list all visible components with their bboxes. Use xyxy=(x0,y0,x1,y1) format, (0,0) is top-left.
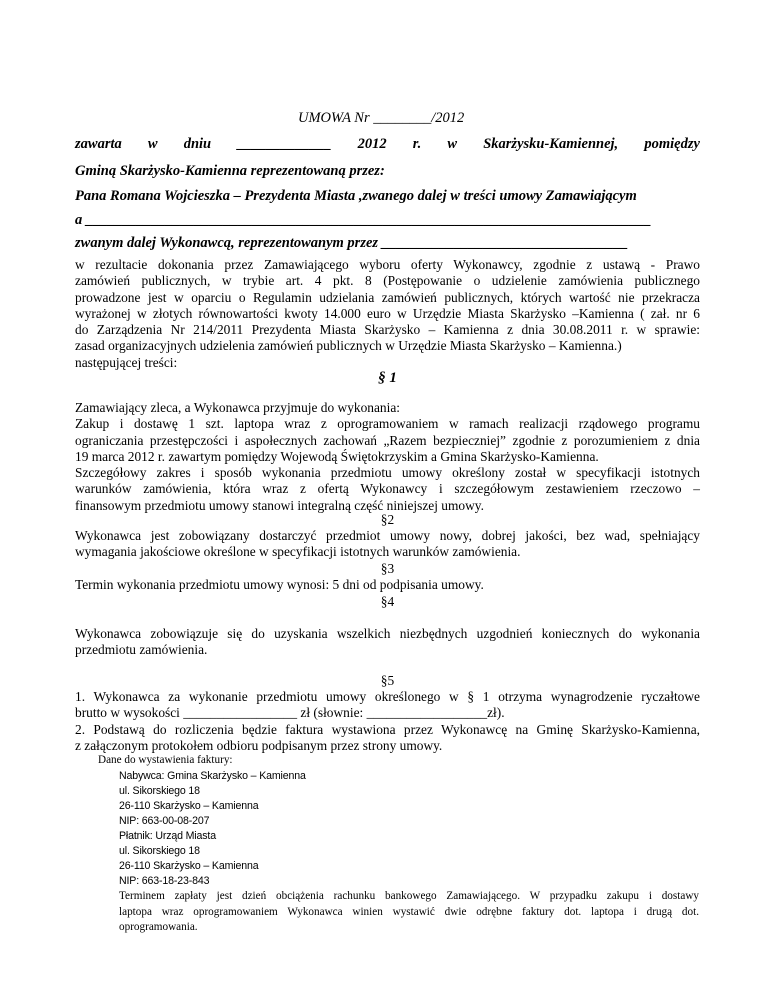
invoice-line: NIP: 663-18-23-843 xyxy=(119,875,210,887)
text-line: z załączonym protokołem odbioru podpisanym przez strony umowy. xyxy=(75,737,443,753)
text-line: Termin wykonania przedmiotu umowy wynosi: 5 dni od podpisania umowy. xyxy=(75,577,484,592)
intro-word: zawarta xyxy=(75,136,122,152)
text-line: 1. Wykonawca za wykonanie przedmiotu umowy określonego w § 1 otrzyma wynagrodzenie ryczałtowe xyxy=(75,689,700,704)
intro-word: pomiędzy xyxy=(644,136,700,152)
text-line: Zakup i dostawę 1 szt. laptopa wraz z oprogramowaniem w ramach realizacji rządowego programu xyxy=(75,416,700,432)
text-line: Wykonawca zobowiązuje się do uzyskania wszelkich niezbędnych uzgodnień koniecznych do wykonania xyxy=(75,626,700,641)
invoice-line: Nabywca: Gmina Skarżysko – Kamienna xyxy=(119,770,306,782)
text-line: Wykonawca jest zobowiązany dostarczyć przedmiot umowy nowy, dobrej jakości, bez wad, spełniający xyxy=(75,528,700,543)
section-4-body xyxy=(75,626,700,659)
contract-title: UMOWA Nr ________/2012 xyxy=(298,110,465,126)
section-5-heading: §5 xyxy=(380,673,395,688)
text-line: wyrażonej w złotych równowartości kwoty 14.000 euro w Urzędzie Miasta Skarżysko –Kamienna ( zał. nr 6 xyxy=(75,305,700,321)
section-1-body xyxy=(75,400,700,514)
intro-row xyxy=(75,136,700,153)
invoice-details xyxy=(119,769,306,889)
invoice-line: Płatnik: Urząd Miasta xyxy=(119,830,216,842)
intro-word: Skarżysku-Kamiennej, xyxy=(483,136,619,152)
party-line: zwanym dalej Wykonawcą, reprezentowanym przez __________________________________ xyxy=(75,235,629,251)
section-3-body xyxy=(75,577,700,593)
party-line: a ______________________________________________________________________________ xyxy=(75,212,652,228)
invoice-line: ul. Sikorskiego 18 xyxy=(119,845,200,857)
text-line: 2. Podstawą do rozliczenia będzie faktura wystawiona przez Wykonawcę na Gminę Skarżysko-Kamienna, xyxy=(75,721,700,737)
section-2-heading: §2 xyxy=(380,512,395,527)
text-line: w rezultacie dokonania przez Zamawiającego wyboru oferty Wykonawcy, zgodnie z ustawą - Prawo xyxy=(75,257,700,272)
section-1-heading: § 1 xyxy=(378,370,397,386)
payment-terms xyxy=(119,889,699,936)
section-2-body xyxy=(75,528,700,561)
text-line: brutto w wysokości _________________ zł (słownie: __________________zł). xyxy=(75,705,505,721)
section-4-heading: §4 xyxy=(380,594,395,609)
invoice-line: NIP: 663-00-08-207 xyxy=(119,815,210,827)
text-line: warunków zamówienia, która wraz z ofertą Wykonawcy i szczegółowym zestawieniem rzeczowo – xyxy=(75,481,700,497)
text-line: 19 marca 2012 r. zawartym pomiędzy Wojewodą Świętokrzyskim a Gmina Skarżysko-Kamienna. xyxy=(75,448,599,464)
text-line: Terminem zapłaty jest dzień obciążenia rachunku bankowego Zamawiającego. W przypadku zakupu i dostawy xyxy=(119,890,699,902)
text-line: finansowym przedmiotu umowy stanowi integralną część niniejszej umowy. xyxy=(75,497,484,513)
text-line: zamówień publicznych, w trybie art. 4 pkt. 8 (Postępowanie o udzielenie zamówienia publicznego xyxy=(75,273,700,289)
invoice-line: 26-110 Skarżysko – Kamienna xyxy=(119,860,259,872)
intro-word: dniu xyxy=(183,136,212,152)
text-line: przedmiotu zamówienia. xyxy=(75,642,208,658)
text-line: laptopa wraz oprogramowaniem Wykonawca winien wystawić dwie odrębne faktury dot. laptopa i drugą dot. xyxy=(119,905,699,918)
text-line: wymagania jakościowe określone w specyfikacji istotnych warunków zamówienia. xyxy=(75,544,521,560)
intro-word: r. xyxy=(412,136,422,152)
invoice-header: Dane do wystawienia faktury: xyxy=(98,754,233,766)
text-line: prowadzone jest w oparciu o Regulamin udzielania zamówień publicznych, których wartość nie przekracza xyxy=(75,289,700,305)
text-line: Szczegółowy zakres i sposób wykonania przedmiotu umowy określony został w specyfikacji istotnych xyxy=(75,465,700,481)
intro-word: 2012 xyxy=(357,136,387,152)
section-5-body xyxy=(75,689,700,754)
invoice-line: ul. Sikorskiego 18 xyxy=(119,785,200,797)
text-line: następującej treści: xyxy=(75,354,178,370)
text-line: oprogramowania. xyxy=(119,921,198,933)
text-line: ograniczania przestępczości i aspołecznych zachowań „Razem bezpieczniej” zgodnie z porozumieniem z dnia xyxy=(75,432,700,448)
text-line: Zamawiający zleca, a Wykonawca przyjmuje do wykonania: xyxy=(75,400,401,415)
party-line: Gminą Skarżysko-Kamienna reprezentowaną przez: xyxy=(75,163,385,179)
date-blank: _____________ xyxy=(237,136,332,152)
text-line: zasad organizacyjnych udzielenia zamówień publicznych w Urzędzie Miasta Skarżysko – Kamienna.) xyxy=(75,338,622,354)
intro-word: w xyxy=(447,136,458,152)
text-line: do Zarządzenia Nr 214/2011 Prezydenta Miasta Skarżysko – Kamienna z dnia 30.08.2011 r. w sprawie: xyxy=(75,322,700,338)
intro-word: w xyxy=(147,136,158,152)
party-line: Pana Romana Wojcieszka – Prezydenta Miasta ,zwanego dalej w treści umowy Zamawiającym xyxy=(75,188,637,204)
preamble xyxy=(75,257,700,371)
section-3-heading: §3 xyxy=(380,561,395,576)
invoice-line: 26-110 Skarżysko – Kamienna xyxy=(119,800,259,812)
